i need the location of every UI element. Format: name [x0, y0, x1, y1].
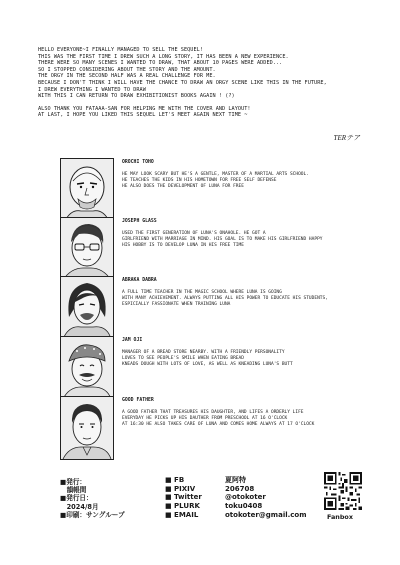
social-row-plurk	[165, 502, 307, 511]
description-line: KNEADS DOUGH WITH LOTS OF LOVE, AS WELL AS KNEADING LUNA'S BUTT	[122, 362, 293, 367]
social-row-twitter	[165, 493, 307, 502]
character-description	[122, 410, 362, 428]
author-signature: TERテア	[333, 134, 360, 142]
character-description	[122, 350, 362, 368]
description-line: USED THE FIRST GENERATION OF LUNA'S ONAHOLE. HE GOT A	[122, 231, 266, 236]
description-line: ESPICIALLY FASSIONATE WHEN TRAINING LUNA	[122, 302, 231, 307]
long-hair-teacher-portrait-icon	[61, 277, 113, 339]
social-label: ■ FB	[165, 476, 185, 484]
afterword-line: THERE WERE SO MANY SCENES I WANTED TO DRAW, THAT ABOUT 10 PAGES WERE ADDED...	[38, 60, 283, 67]
social-value: @otokoter	[225, 493, 266, 502]
character-portrait	[60, 396, 114, 460]
social-label: ■ PIXIV	[165, 484, 196, 493]
social-value: 206708	[225, 484, 255, 493]
character-entry	[60, 396, 360, 458]
character-description	[122, 231, 362, 249]
description-line: HIS HOBBY IS TO DEVELOP LUNA IN HIS FREE TIME	[122, 243, 244, 248]
character-entry	[60, 217, 360, 279]
description-line: HE ALSO DOES THE DEVELOPMENT OF LUNA FOR FREE	[122, 184, 244, 189]
character-name: OROCHI TOHO	[122, 160, 154, 165]
social-label: ■ PLURK	[165, 502, 200, 511]
bald-man-portrait-icon	[61, 159, 113, 221]
character-description	[122, 172, 362, 190]
character-name: JAM OJI	[122, 338, 143, 343]
father-portrait-icon	[61, 397, 113, 459]
social-label: ■ Twitter	[165, 493, 202, 502]
character-name: GOOD FATHER	[122, 398, 154, 403]
character-portrait	[60, 276, 114, 340]
character-name: JOSEPH GLASS	[122, 219, 157, 224]
afterword-line: BECAUSE I DON'T THINK I WILL HAVE THE CHANCE TO DRAW AN ORGY SCENE LIKE THIS IN THE FUTURE,	[38, 79, 327, 86]
qr-code-icon	[324, 472, 362, 510]
social-row-fb	[165, 476, 307, 485]
afterword-line: HELLO EVERYONE~I FINALLY MANAGED TO SELL THE SEQUEL!	[38, 47, 204, 53]
colophon-line: 韻帳間	[60, 486, 87, 495]
colophon-line: 2024/8月	[60, 502, 99, 511]
fanbox-label: Fanbox	[327, 513, 353, 521]
character-entry	[60, 158, 360, 220]
colophon-line: ■発行日：	[60, 494, 93, 503]
social-value: toku0408	[225, 502, 263, 511]
character-portrait	[60, 217, 114, 281]
social-row-pixiv	[165, 485, 307, 494]
description-line: LOVES TO SEE PEOPLE'S SMILE WHEN EATING BREAD	[122, 356, 244, 361]
character-portrait	[60, 336, 114, 400]
social-links	[165, 476, 307, 520]
character-portrait	[60, 158, 114, 222]
description-line: A FULL TIME TEACHER IN THE MAGIC SCHOOL WHERE LUNA IS GOING	[122, 290, 282, 295]
description-line: A GOOD FATHER THAT TREASURES HIS DAUGHTER, AND LIFES A ORDERLY LIFE	[122, 410, 304, 415]
social-label: ■ EMAIL	[165, 510, 199, 519]
afterword-line: I DREW EVERYTHING I WANTED TO DRAW	[38, 86, 146, 93]
character-name: ABRAKA DABRA	[122, 278, 157, 283]
afterword-line: ALSO THANK YOU FATAAA-SAN FOR HELPING ME WITH THE COVER AND LAYOUT!	[38, 105, 251, 112]
social-value: otokoter@gmail.com	[225, 510, 307, 519]
afterword-line: WITH THIS I CAN RETURN TO DRAW EXHIBITIONIST BOOKS AGAIN ! (?)	[38, 93, 235, 100]
colophon-line: ■印刷：サングループ	[60, 510, 125, 519]
afterword-line: AT LAST, I HOPE YOU LIKED THIS SEQUEL LET'S MEET AGAIN NEXT TIME ~	[38, 112, 248, 119]
man-with-glasses-portrait-icon	[61, 218, 113, 280]
social-value: 夏阿特	[225, 476, 246, 484]
social-row-email	[165, 511, 307, 520]
afterword-line: SO I STOPPED CONSIDERING ABOUT THE STORY AND THE AMOUNT.	[38, 66, 216, 73]
description-line: EVERYDAY HE PICKS UP HIS DAUTHER FROM PRESCHOOL AT 16 O'CLOCK	[122, 416, 288, 421]
colophon-line: ■発行：	[60, 478, 87, 486]
description-line: AT 16:30 HE ALSO TAKES CARE OF LUNA AND COMES HOME ALWAYS AT 17 O'CLOCK	[122, 422, 315, 427]
character-entry	[60, 276, 360, 338]
character-entry	[60, 336, 360, 398]
description-line: HE MAY LOOK SCARY BUT HE'S A GENTLE, MASTER OF A MARTIAL ARTS SCHOOL.	[122, 172, 309, 177]
colophon	[60, 478, 125, 519]
baker-with-bandana-portrait-icon	[61, 337, 113, 399]
description-line: HE TEACHES THE KIDS IN HIS HOMETOWN FOR FREE SELF DEFENSE	[122, 178, 277, 183]
description-line: MANAGER OF A BREAD STORE NEARBY. WITH A FRIENDLY PERSONALITY	[122, 350, 285, 355]
description-line: WITH MANY ACHIEVEMENT. ALWAYS PUTTING ALL HIS POWER TO EDUCATE HIS STUDENTS,	[122, 296, 328, 301]
afterword-line: THIS WAS THE FIRST TIME I DREW SUCH A LONG STORY, IT HAS BEEN A NEW EXPERIENCE.	[38, 53, 289, 60]
afterword-text	[38, 47, 368, 119]
afterword-line: THE ORGY IN THE SECOND HALF WAS A REAL CHALLENGE FOR ME.	[38, 73, 216, 80]
character-description	[122, 290, 362, 308]
description-line: GIRLFRIEND WITH MARRIAGE IN MIND. HIS GOAL IS TO MAKE HIS GIRLFRIEND HAPPY	[122, 237, 323, 242]
